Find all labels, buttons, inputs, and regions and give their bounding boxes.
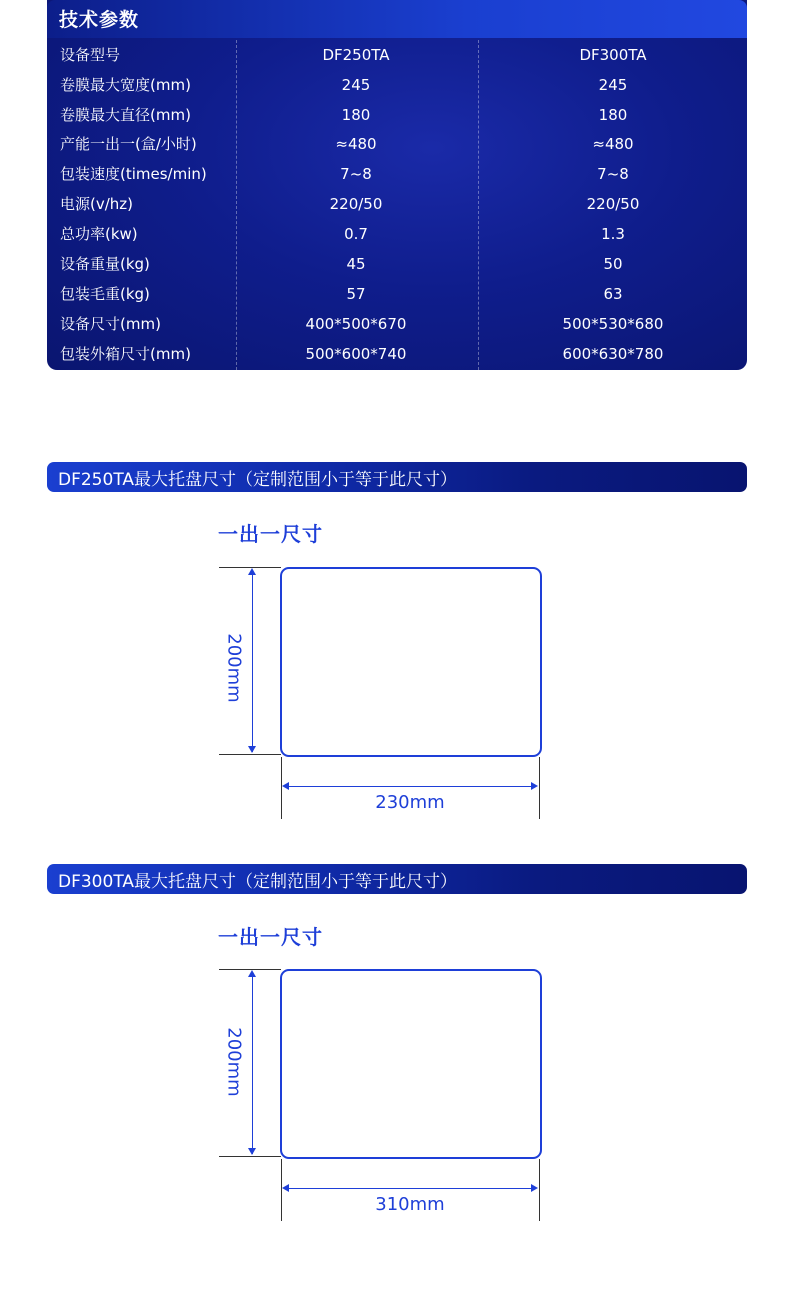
row-value-df250ta: 245 bbox=[341, 76, 371, 94]
spec-table-title: 技术参数 bbox=[59, 9, 140, 31]
row-value-df250ta: 220/50 bbox=[329, 195, 383, 213]
row-value-df300ta: DF300TA bbox=[579, 46, 647, 64]
row-label: 卷膜最大宽度(mm) bbox=[60, 76, 191, 94]
row-value-df300ta: 220/50 bbox=[586, 195, 640, 213]
table-row bbox=[47, 100, 747, 130]
row-label: 设备型号 bbox=[60, 46, 121, 64]
table-row bbox=[47, 70, 747, 100]
row-label: 设备重量(kg) bbox=[60, 255, 150, 273]
table-row bbox=[47, 159, 747, 189]
width-label: 230mm bbox=[375, 792, 445, 813]
width-dimension-line bbox=[284, 786, 536, 787]
arrow-left-icon bbox=[282, 1184, 289, 1192]
row-label: 包装毛重(kg) bbox=[60, 285, 150, 303]
arrow-up-icon bbox=[248, 568, 256, 575]
row-label: 包装外箱尺寸(mm) bbox=[60, 345, 191, 363]
row-label: 包装速度(times/min) bbox=[60, 165, 207, 183]
arrow-up-icon bbox=[248, 970, 256, 977]
row-value-df250ta: 0.7 bbox=[344, 225, 368, 243]
arrow-left-icon bbox=[282, 782, 289, 790]
row-value-df250ta: 400*500*670 bbox=[305, 315, 407, 333]
row-value-df250ta: 7~8 bbox=[340, 165, 372, 183]
row-value-df300ta: 245 bbox=[598, 76, 628, 94]
height-dimension-line bbox=[252, 570, 253, 752]
width-label: 310mm bbox=[375, 1194, 445, 1215]
width-dimension-line bbox=[284, 1188, 536, 1189]
tray-outline bbox=[280, 969, 542, 1159]
row-value-df250ta: ≈480 bbox=[335, 135, 377, 153]
row-value-df300ta: ≈480 bbox=[592, 135, 634, 153]
arrow-right-icon bbox=[531, 1184, 538, 1192]
row-value-df300ta: 1.3 bbox=[601, 225, 625, 243]
table-row bbox=[47, 219, 747, 249]
row-value-df300ta: 500*530*680 bbox=[562, 315, 664, 333]
row-value-df300ta: 63 bbox=[603, 285, 623, 303]
table-row bbox=[47, 249, 747, 279]
spec-table bbox=[47, 0, 747, 370]
row-label: 总功率(kw) bbox=[60, 225, 138, 243]
arrow-right-icon bbox=[531, 782, 538, 790]
row-value-df300ta: 7~8 bbox=[597, 165, 629, 183]
row-label: 电源(v/hz) bbox=[60, 195, 134, 213]
row-value-df250ta: 180 bbox=[341, 106, 371, 124]
row-value-df300ta: 50 bbox=[603, 255, 623, 273]
row-label: 卷膜最大直径(mm) bbox=[60, 106, 191, 124]
row-value-df250ta: 500*600*740 bbox=[305, 345, 407, 363]
table-row bbox=[47, 309, 747, 339]
tray-outline bbox=[280, 567, 542, 757]
table-row bbox=[47, 279, 747, 309]
section-header-df300ta bbox=[47, 864, 747, 894]
arrow-down-icon bbox=[248, 1148, 256, 1155]
spec-table-header bbox=[47, 0, 747, 38]
row-value-df250ta: 57 bbox=[346, 285, 366, 303]
row-value-df250ta: DF250TA bbox=[322, 46, 390, 64]
height-label: 200mm bbox=[223, 633, 245, 703]
row-value-df300ta: 180 bbox=[598, 106, 628, 124]
table-row bbox=[47, 339, 747, 369]
section-title: DF250TA最大托盘尺寸（定制范围小于等于此尺寸） bbox=[58, 470, 458, 490]
table-row bbox=[47, 189, 747, 219]
row-value-df250ta: 45 bbox=[346, 255, 366, 273]
section-header-df250ta bbox=[47, 462, 747, 492]
section-subtitle: 一出一尺寸 bbox=[218, 522, 323, 546]
dimension-extension-line bbox=[219, 754, 281, 755]
row-value-df300ta: 600*630*780 bbox=[562, 345, 664, 363]
table-row bbox=[47, 40, 747, 70]
section-title: DF300TA最大托盘尺寸（定制范围小于等于此尺寸） bbox=[58, 872, 458, 892]
row-label: 设备尺寸(mm) bbox=[60, 315, 161, 333]
row-label: 产能一出一(盒/小时) bbox=[60, 135, 197, 153]
section-subtitle: 一出一尺寸 bbox=[218, 925, 323, 949]
table-row bbox=[47, 129, 747, 159]
arrow-down-icon bbox=[248, 746, 256, 753]
height-label: 200mm bbox=[223, 1027, 245, 1097]
height-dimension-line bbox=[252, 972, 253, 1154]
dimension-extension-line bbox=[219, 1156, 281, 1157]
